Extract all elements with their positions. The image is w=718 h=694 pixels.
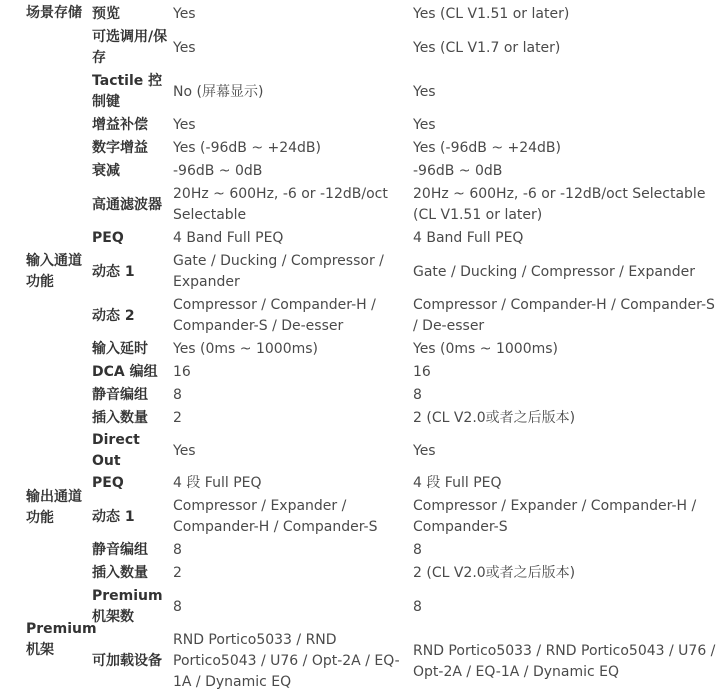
value-col-2: 4 段 Full PEQ [413, 475, 502, 491]
spec-comparison-table [26, 3, 718, 694]
value-col-1: Yes (0ms ~ 1000ms) [173, 341, 319, 357]
value-col-1: 2 [173, 410, 182, 426]
row-label: PEQ [92, 475, 124, 491]
value-col-2: 8 [413, 542, 422, 558]
row-label: 高通滤波器 [92, 196, 162, 213]
row-label: DCA 编组 [92, 364, 158, 380]
row-label: 插入数量 [92, 410, 148, 426]
row-label: 可加载设备 [92, 653, 162, 669]
row-label: 静音编组 [92, 542, 148, 558]
value-col-2: 16 [413, 364, 431, 380]
group-label-scene: 场景存储 [26, 5, 82, 21]
value-col-2: Gate / Ducking / Compressor / Expander [413, 263, 696, 280]
table-row [26, 294, 718, 338]
row-label: 数字增益 [92, 140, 148, 156]
value-col-2: 8 [413, 598, 422, 615]
table-row [26, 26, 718, 70]
row-label: 动态 2 [92, 307, 135, 324]
table-row [26, 562, 718, 585]
value-col-1: Yes [173, 442, 196, 459]
group-label-output: 输出通道功能 [26, 488, 82, 526]
table-row [26, 629, 718, 694]
table-row [26, 114, 718, 137]
value-col-2: 4 Band Full PEQ [413, 230, 524, 246]
table-row [26, 384, 718, 407]
value-col-1: 8 [173, 598, 182, 615]
value-col-1: 8 [173, 387, 182, 403]
value-col-2: Yes [413, 83, 436, 100]
table-row [26, 137, 718, 160]
value-col-2: Compressor / Compander-H / Compander-S / De-esser [413, 297, 715, 334]
row-label: 预览 [92, 6, 120, 22]
value-col-2: Yes [413, 442, 436, 459]
row-label: 插入数量 [92, 565, 148, 581]
value-col-1: Compressor / Expander / Compander-H / Compander-S [173, 498, 378, 535]
value-col-1: Compressor / Compander-H / Compander-S / De-esser [173, 297, 376, 334]
value-col-2: Compressor / Expander / Compander-H / Compander-S [413, 498, 697, 535]
value-col-1: Yes [173, 39, 196, 56]
row-label: 动态 1 [92, 508, 135, 525]
value-col-1: RND Portico5033 / RND Portico5043 / U76 / Opt-2A / EQ-1A / Dynamic EQ [173, 632, 400, 690]
table-row [26, 407, 718, 430]
value-col-2: 8 [413, 387, 422, 403]
value-col-2: Yes [413, 117, 436, 133]
table-row [26, 430, 718, 472]
value-col-2: Yes (-96dB ~ +24dB) [413, 140, 561, 156]
group-label-input: 输入通道功能 [26, 253, 82, 290]
row-label: 动态 1 [92, 263, 135, 280]
value-col-1: Yes [173, 6, 196, 22]
value-col-1: 8 [173, 542, 182, 558]
table-row [26, 250, 718, 294]
row-label: 增益补偿 [92, 117, 148, 133]
value-col-1: Gate / Ducking / Compressor / Expander [173, 253, 384, 290]
value-col-1: 16 [173, 364, 191, 380]
value-col-1: 4 段 Full PEQ [173, 475, 262, 491]
table-row [26, 3, 718, 26]
table-row [26, 361, 718, 384]
table-row [26, 539, 718, 562]
row-label: Premium 机架数 [92, 588, 163, 625]
value-col-2: Yes (CL V1.7 or later) [413, 39, 561, 56]
value-col-2: 2 (CL V2.0或者之后版本) [413, 410, 576, 426]
table-row [26, 70, 718, 114]
row-label: 可选调用/保存 [92, 29, 168, 66]
value-col-1: No (屏幕显示) [173, 83, 264, 100]
table-row [26, 227, 718, 250]
table-row [26, 472, 718, 495]
value-col-2: 20Hz ~ 600Hz, -6 or -12dB/oct Selectable (CL V1.51 or later) [413, 186, 706, 223]
group-label-premium: Premium 机架 [26, 620, 97, 658]
table-row [26, 160, 718, 183]
row-label: 输入延时 [92, 341, 148, 357]
row-label: 衰减 [92, 163, 120, 179]
table-row [26, 585, 718, 629]
row-label: PEQ [92, 230, 124, 246]
value-col-2: Yes (CL V1.51 or later) [413, 6, 570, 22]
value-col-1: Yes [173, 117, 196, 133]
value-col-2: 2 (CL V2.0或者之后版本) [413, 565, 576, 581]
value-col-1: 20Hz ~ 600Hz, -6 or -12dB/oct Selectable [173, 186, 388, 223]
value-col-1: Yes (-96dB ~ +24dB) [173, 140, 321, 156]
row-label: Tactile 控制键 [92, 73, 163, 110]
row-label: Direct Out [92, 432, 140, 469]
row-label: 静音编组 [92, 387, 148, 403]
table-row [26, 338, 718, 361]
value-col-1: 2 [173, 565, 182, 581]
value-col-2: -96dB ~ 0dB [413, 163, 503, 179]
value-col-2: RND Portico5033 / RND Portico5043 / U76 / Opt-2A / EQ-1A / Dynamic EQ [413, 642, 716, 680]
table-row [26, 183, 718, 227]
value-col-1: 4 Band Full PEQ [173, 230, 284, 246]
value-col-1: -96dB ~ 0dB [173, 163, 263, 179]
value-col-2: Yes (0ms ~ 1000ms) [413, 341, 559, 357]
table-row [26, 495, 718, 539]
